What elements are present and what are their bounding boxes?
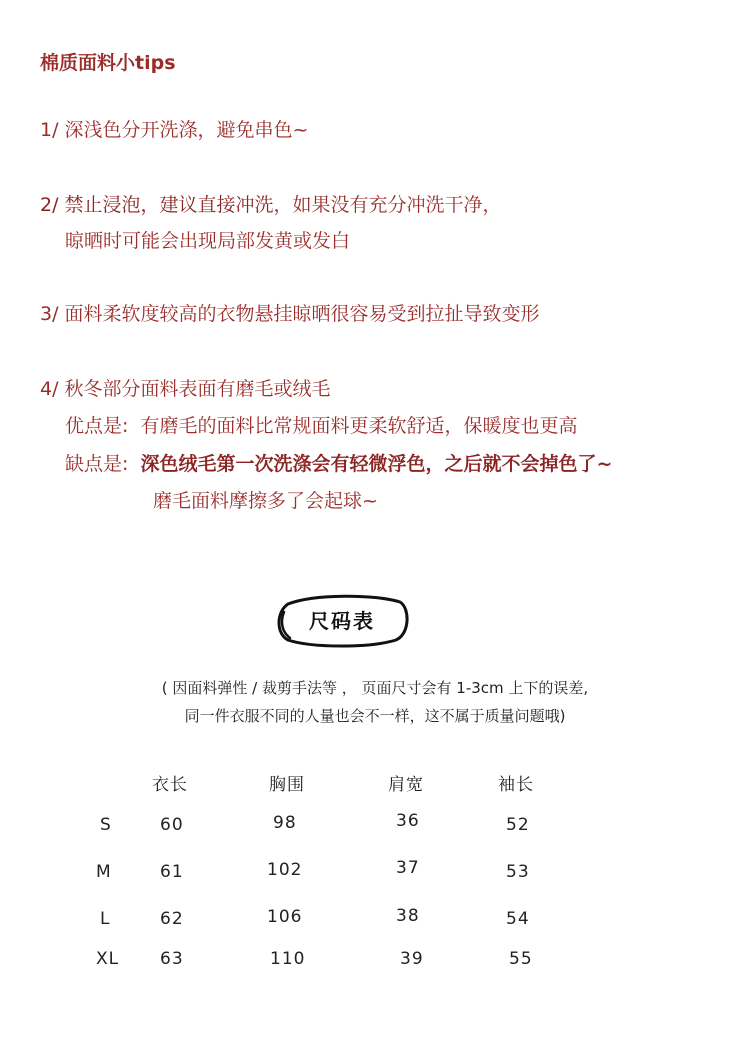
row-s-shoulder: 36 xyxy=(396,811,420,831)
header-length: 衣长 xyxy=(152,775,188,795)
row-l-chest: 106 xyxy=(267,907,303,927)
row-xl-size: XL xyxy=(96,949,120,969)
tip-item-4-cons-2: 磨毛面料摩擦多了会起球~ xyxy=(153,490,378,512)
row-m-length: 61 xyxy=(160,862,184,882)
size-note-line-2: 同一件衣服不同的人量也会不一样，这不属于质量问题哦) xyxy=(184,707,566,725)
tip-item-2-line-2: 晾晒时可能会出现局部发黄或发白 xyxy=(65,230,351,252)
cons-label: 缺点是: xyxy=(65,453,129,475)
row-xl-shoulder: 39 xyxy=(400,949,424,969)
row-l-length: 62 xyxy=(160,909,184,929)
row-l-size: L xyxy=(100,909,111,929)
row-m-size: M xyxy=(96,862,112,882)
row-m-sleeve: 53 xyxy=(506,862,530,882)
header-chest: 胸围 xyxy=(269,775,305,795)
tips-title: 棉质面料小tips xyxy=(40,52,176,74)
row-s-sleeve: 52 xyxy=(506,815,530,835)
tip-item-2-emphasis: 2/ 禁止浸泡，建议直接冲洗 xyxy=(40,194,274,216)
row-l-sleeve: 54 xyxy=(506,909,530,929)
pros-text: 有磨毛的面料比常规面料更柔软舒适，保暖度也更高 xyxy=(140,415,578,437)
badge-title: 尺码表 xyxy=(309,609,375,633)
row-s-size: S xyxy=(100,815,112,835)
size-chart-badge xyxy=(274,592,410,648)
tip-item-4-pros xyxy=(65,411,577,438)
row-xl-sleeve: 55 xyxy=(509,949,533,969)
header-sleeve: 袖长 xyxy=(498,775,534,795)
row-m-chest: 102 xyxy=(267,860,303,880)
tip-item-2-rest: ，如果没有充分冲洗干净， xyxy=(273,194,502,216)
tip-item-1: 1/ 深浅色分开洗涤，避免串色~ xyxy=(40,119,309,141)
row-l-shoulder: 38 xyxy=(396,906,420,926)
cons-text-1: 深色绒毛第一次洗涤会有轻微浮色，之后就不会掉色了~ xyxy=(140,453,613,475)
row-s-length: 60 xyxy=(160,815,184,835)
row-s-chest: 98 xyxy=(273,813,297,833)
row-xl-chest: 110 xyxy=(270,949,306,969)
row-m-shoulder: 37 xyxy=(396,858,420,878)
tip-item-3: 3/ 面料柔软度较高的衣物悬挂晾晒很容易受到拉扯导致变形 xyxy=(40,303,540,325)
header-shoulder: 肩宽 xyxy=(388,775,424,795)
tip-item-2-line-1 xyxy=(40,190,502,217)
tip-item-4-cons xyxy=(65,449,612,476)
tip-item-4-line-1: 4/ 秋冬部分面料表面有磨毛或绒毛 xyxy=(40,378,331,400)
row-xl-length: 63 xyxy=(160,949,184,969)
size-note-line-1: ( 因面料弹性 / 裁剪手法等 ， 页面尺寸会有 1-3cm 上下的误差, xyxy=(161,679,589,697)
pros-label: 优点是: xyxy=(65,415,129,437)
